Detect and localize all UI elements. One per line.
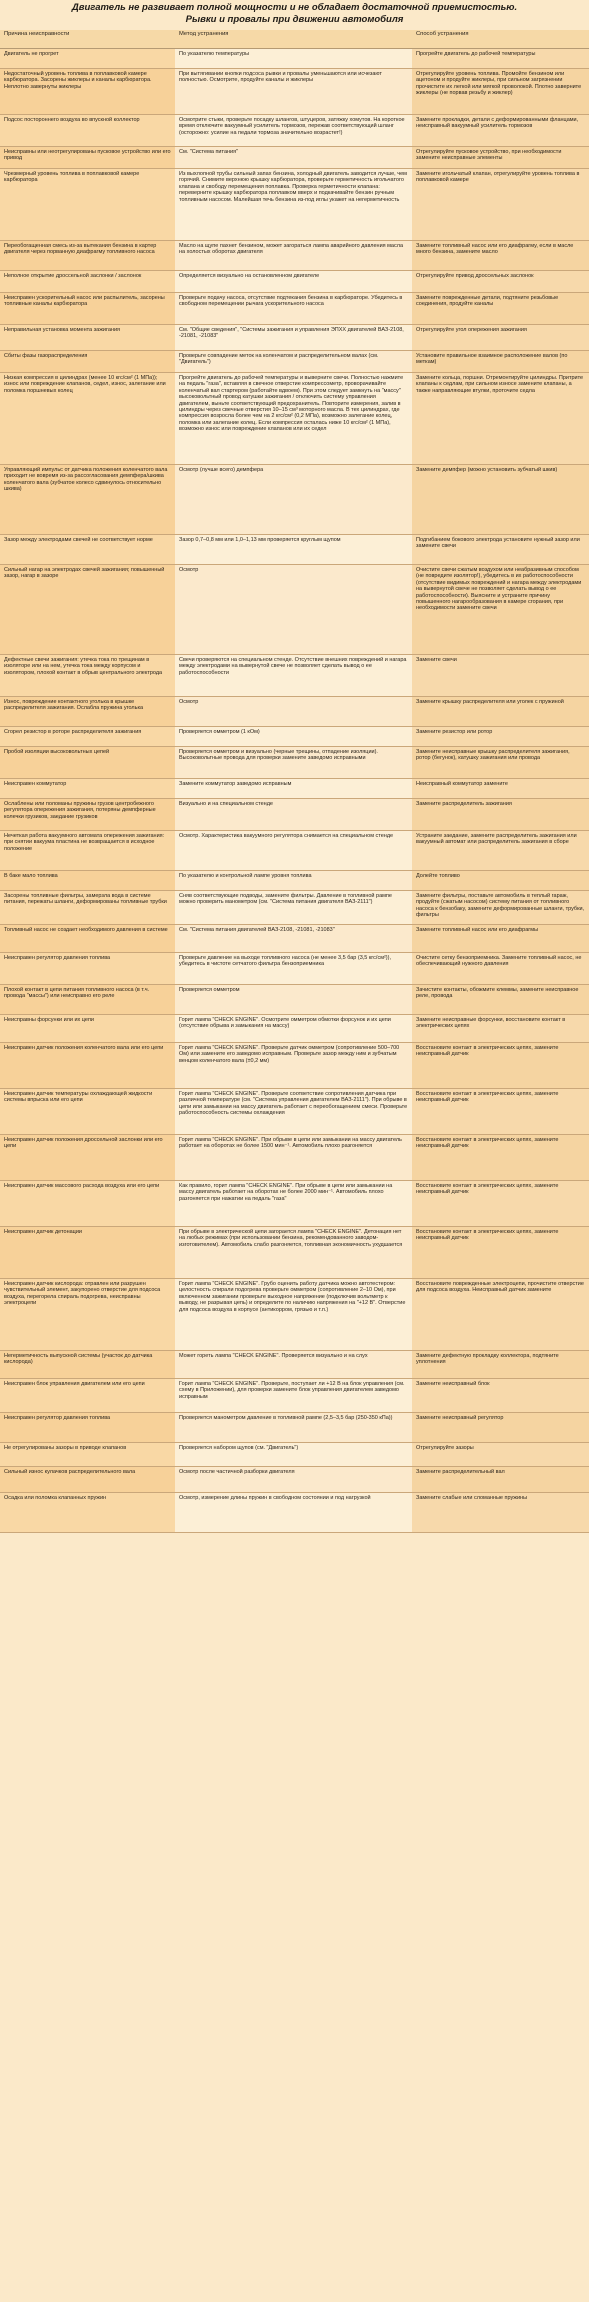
table-body [0, 49, 589, 1533]
method-cell [175, 1493, 412, 1533]
table-row [0, 1135, 589, 1181]
remedy-cell-text: Подгибанием бокового электрода установите нужный зазор или замените свечи [416, 537, 580, 550]
cause-cell [0, 351, 175, 373]
table-row [0, 1467, 589, 1493]
method-cell-text: Из выхлопной трубы сильный запах бензина, холодный двигатель заводится лучше, чем горячий. Снимите верхнюю крышку карбюратора, проверьте герметичность игольчатого клапана и свободу перемещения поплавка. Проверка герметичности клапана: переверните крышку карбюратора поплавком вверх и подкачивайте бензин ручным топливным насосом. Малейшая течь бензина из-под иглы укажет на негерметичность [179, 171, 407, 203]
remedy-cell [412, 1467, 589, 1493]
method-cell [175, 925, 412, 953]
remedy-cell [412, 1135, 589, 1181]
method-cell-text: Горит лампа "CHECK ENGINE". Осмотрите омметром обмотки форсунок и их цепи (отсутствие обрыва и замыкания на массу) [179, 1017, 391, 1030]
method-cell-text: Сняв соответствующие подводы, замените фильтры. Давление в топливной рампе можно проверить манометром (см. "Система питания двигателя ВАЗ-2111") [179, 893, 392, 906]
remedy-cell-text: Восстановите контакт в электрических цепях, замените неисправный датчик [416, 1137, 559, 1150]
method-cell [175, 747, 412, 779]
method-cell [175, 351, 412, 373]
method-cell-text: См. "Система питания двигателей ВАЗ-2108, -21081, -21083" [179, 927, 335, 933]
cause-cell-text: Неисправен датчик положения дроссельной заслонки или его цепи [4, 1137, 163, 1150]
cause-cell-text: Пробой изоляции высоковольтных цепей [4, 749, 110, 755]
table-row [0, 465, 589, 535]
remedy-cell-text: Зачистите контакты, обожмите клеммы, замените неисправное реле, провода [416, 987, 579, 1000]
remedy-cell-text: Очистите свечи сжатым воздухом или неабразивным способом (не повредите изолятор!), убедитесь в их работоспособности (отсутствие видимых повреждений и нагара между электродами на вывернутой свече не позволяет сделать вывод о ее работоспособности). Выясните и устраните причину повышенного нагарообразования в камере сгорания, при необходимости замените свечи [416, 567, 582, 612]
cause-cell-text: Сильный нагар на электродах свечей зажигания; повышенный зазор, нагар в зазоре [4, 567, 165, 580]
method-cell-text: Осмотр [179, 699, 199, 705]
cause-cell-text: Неисправны форсунки или их цепи [4, 1017, 95, 1023]
method-cell-text: Горит лампа "CHECK ENGINE". Проверьте, поступает ли +12 В на блок управления (см. схему в Приложении), для проверки замените блок управления двигателем заведомо исправным [179, 1381, 405, 1400]
remedy-cell [412, 325, 589, 351]
method-cell-text: Осмотр (лучше всего) демпфера [179, 467, 264, 473]
remedy-cell-text: Замените неисправные крышку распределителя зажигания, ротор (бегунок), катушку зажигания или провода [416, 749, 570, 762]
method-cell [175, 799, 412, 831]
remedy-cell-text: Замените дефектную прокладку коллектора, подтяните уплотнения [416, 1353, 559, 1366]
remedy-cell [412, 1089, 589, 1135]
method-cell-text: Проверяется омметром и визуально (черные трещины, отпадение изоляции). Высоковольтные провода для проверки замените заведомо исправными [179, 749, 378, 762]
remedy-cell-text: Отрегулируйте зазоры [416, 1445, 474, 1451]
table-row [0, 1089, 589, 1135]
method-cell-text: Горит лампа "CHECK ENGINE". Проверьте датчик омметром (сопротивление 500–700 Ом) или замените его заведомо исправным. Проверьте зазор между ним и зубчатым венцом коленчатого вала (±0,2 мм) [179, 1045, 400, 1064]
cause-cell [0, 1015, 175, 1043]
table-row [0, 169, 589, 241]
method-cell [175, 1015, 412, 1043]
remedy-cell-text: Неисправный коммутатор замените [416, 781, 508, 787]
cause-cell-text: Дефектные свечи зажигания: утечка тока по трещинам в изоляторе или на нем, утечка тока между корпусом и изолятором, плохой контакт в обрыв центрального электрода [4, 657, 163, 676]
cause-cell-text: В баке мало топлива [4, 873, 58, 879]
remedy-cell-text: Замените резистор или ротор [416, 729, 493, 735]
remedy-cell-text: Замените свечи [416, 657, 457, 663]
remedy-cell [412, 799, 589, 831]
method-cell [175, 1227, 412, 1279]
method-cell-text: Горит лампа "CHECK ENGINE". Грубо оценить работу датчика можно автотестером: целостность спирали подогрева проверьте омметром (сопротивление 2–10 Ом), при включенном зажигании проверьте выходное напряжение (подключив вольтметр к выводу, не разрывая цепь) и определите по наличию напряжения на "+12 В". Отверстие для подсоса воздуха в корпусе (антикорром, грязью и т.п.) [179, 1281, 406, 1313]
table-row [0, 655, 589, 697]
remedy-cell-text: Замените демпфер (можно установить зубчатый шкив) [416, 467, 558, 473]
method-cell-text: Проверьте совпадение меток на коленчатом и распределительном валах (см. "Двигатель") [179, 353, 379, 366]
remedy-cell [412, 871, 589, 891]
column-header-method: Метод устранения [175, 30, 412, 49]
cause-cell-text: Неисправен регулятор давления топлива [4, 955, 111, 961]
page-title-line-2: Рывки и провалы при движении автомобиля [185, 14, 404, 25]
table-row [0, 147, 589, 169]
cause-cell [0, 1279, 175, 1351]
remedy-cell [412, 985, 589, 1015]
cause-cell [0, 727, 175, 747]
method-cell [175, 1279, 412, 1351]
method-cell-text: Горит лампа "CHECK ENGINE". При обрыве в цепи или замыкании на массу двигатель работает на оборотах не более 1500 мин⁻¹. Автомобиль плохо разгоняется [179, 1137, 402, 1150]
remedy-cell [412, 1015, 589, 1043]
table-row [0, 565, 589, 655]
remedy-cell [412, 535, 589, 565]
cause-cell-text: Двигатель не прогрет [4, 51, 59, 57]
method-cell [175, 655, 412, 697]
cause-cell [0, 147, 175, 169]
remedy-cell [412, 1351, 589, 1379]
cause-cell [0, 799, 175, 831]
table-row [0, 241, 589, 271]
remedy-cell [412, 1279, 589, 1351]
remedy-cell [412, 1443, 589, 1467]
cause-cell-text: Неисправен датчик массового расхода воздуха или его цепи [4, 1183, 160, 1189]
table-row [0, 1043, 589, 1089]
method-cell-text: Как правило, горит лампа "CHECK ENGINE". При обрыве в цепи или замыкании на массу двигатель работает на оборотах не более 2000 мин⁻¹. Автомобиль плохо разгоняется при нажатии на педаль "газа" [179, 1183, 393, 1202]
method-cell [175, 953, 412, 985]
cause-cell [0, 271, 175, 293]
table-row [0, 535, 589, 565]
method-cell-text: Проверяется омметром (1 кОм) [179, 729, 260, 735]
remedy-cell [412, 147, 589, 169]
table-row [0, 799, 589, 831]
method-cell [175, 1443, 412, 1467]
remedy-cell [412, 831, 589, 871]
column-header-remedy: Способ устранения [412, 30, 589, 49]
table-row [0, 1015, 589, 1043]
method-cell-text: Проверяется манометром давление в топливной рампе (2,5–3,5 бар (250-350 кПа)) [179, 1415, 393, 1421]
cause-cell [0, 779, 175, 799]
remedy-cell-text: Замените топливный насос или его диафрагмы [416, 927, 539, 933]
remedy-cell [412, 891, 589, 925]
remedy-cell [412, 293, 589, 325]
cause-cell [0, 1135, 175, 1181]
method-cell [175, 169, 412, 241]
remedy-cell [412, 271, 589, 293]
page-title-line-1: Двигатель не развивает полной мощности и не обладает достаточной приемистостью. [71, 2, 518, 13]
cause-cell [0, 1467, 175, 1493]
method-cell [175, 1043, 412, 1089]
remedy-cell-text: Замените слабые или сломанные пружины [416, 1495, 528, 1501]
remedy-cell [412, 1493, 589, 1533]
remedy-cell [412, 1227, 589, 1279]
cause-cell-text: Топливный насос не создает необходимого давления в системе [4, 927, 168, 933]
remedy-cell-text: Замените кольца, поршни. Отремонтируйте цилиндры. Притрите клапаны к седлам, при сильном износе замените клапаны, а также направляющие втулки, проточите седла [416, 375, 584, 394]
table-row [0, 1443, 589, 1467]
remedy-cell [412, 953, 589, 985]
table-row [0, 373, 589, 465]
method-cell [175, 373, 412, 465]
cause-cell-text: Чрезмерный уровень топлива в поплавковой камере карбюратора [4, 171, 140, 184]
method-cell [175, 49, 412, 69]
method-cell-text: См. "Система питания" [179, 149, 239, 155]
cause-cell [0, 535, 175, 565]
table-row [0, 891, 589, 925]
method-cell-text: Зазор 0,7–0,8 мм или 1,0–1,13 мм проверяется круглым щупом [179, 537, 341, 543]
method-cell-text: При обрыве в электрической цепи загорается лампа "CHECK ENGINE". Детонация нет на любых режимах (при использовании бензина, рекомендованного заводом-изготовителем). Автомобиль слабо разгоняется, топливная экономичность ухудшается [179, 1229, 403, 1248]
method-cell-text: По указателю температуры [179, 51, 250, 57]
table-row [0, 1413, 589, 1443]
cause-cell-text: Засорены топливные фильтры, замерзла вода в системе питания, пережаты шланги, деформированы топливные трубки [4, 893, 167, 906]
method-cell [175, 1089, 412, 1135]
method-cell [175, 565, 412, 655]
method-cell [175, 325, 412, 351]
method-cell [175, 1351, 412, 1379]
method-cell-text: См. "Общие сведения", "Системы зажигания и управления ЭПХХ двигателей ВАЗ-2108, -21081, -21083" [179, 327, 404, 340]
cause-cell [0, 1351, 175, 1379]
method-cell-text: При вытягивании кнопки подсоса рывки и провалы уменьшаются или исчезают полностью. Осмотрите, продуйте каналы и жиклеры [179, 71, 382, 84]
method-cell [175, 115, 412, 147]
remedy-cell-text: Установите правильное взаимное расположение валов (по меткам) [416, 353, 568, 366]
table-row [0, 1493, 589, 1533]
remedy-cell [412, 465, 589, 535]
cause-cell [0, 69, 175, 115]
cause-cell-text: Неисправен датчик положения коленчатого вала или его цепи [4, 1045, 164, 1051]
table-row [0, 1181, 589, 1227]
remedy-cell [412, 655, 589, 697]
remedy-cell-text: Замените фильтры, поставьте автомобиль в теплый гараж, продуйте (сжатым насосом) систему питания от топливного насоса к бензобаку, замените деформированные шланги, трубки, фильтры [416, 893, 585, 919]
cause-cell [0, 953, 175, 985]
cause-cell [0, 565, 175, 655]
remedy-cell [412, 1043, 589, 1089]
method-cell [175, 147, 412, 169]
cause-cell-text: Не отрегулированы зазоры в приводе клапанов [4, 1445, 127, 1451]
cause-cell-text: Ослаблены или поломаны пружины грузов центробежного регулятора опережения зажигания, потеряны демпферные колечки грузиков, заедание грузиков [4, 801, 156, 820]
cause-cell [0, 831, 175, 871]
cause-cell [0, 325, 175, 351]
method-cell [175, 465, 412, 535]
remedy-cell [412, 697, 589, 727]
cause-cell [0, 373, 175, 465]
method-cell-text: Определяется визуально на остановленном двигателе [179, 273, 320, 279]
remedy-cell-text: Замените неисправный регулятор [416, 1415, 504, 1421]
method-cell-text: Проверяется омметром [179, 987, 240, 993]
table-row [0, 779, 589, 799]
method-cell-text: Проверьте давление на выходе топливного насоса (не менее 3,5 бар (3,5 кгс/см²)), убедитесь в чистоте сетчатого фильтра бензоприемника [179, 955, 391, 968]
cause-cell-text: Сгорел резистор в роторе распределителя зажигания [4, 729, 142, 735]
method-cell-text: Проверяется набором щупов (см. "Двигатель") [179, 1445, 299, 1451]
cause-cell [0, 925, 175, 953]
method-cell [175, 271, 412, 293]
cause-cell-text: Переобогащенная смесь из-за вытекания бензина в картер двигателя через порванную диафрагму топливного насоса [4, 243, 157, 256]
method-cell-text: Масло на щупе пахнет бензином, может загораться лампа аварийного давления масла на холостых оборотах двигателя [179, 243, 404, 256]
cause-cell [0, 169, 175, 241]
cause-cell-text: Неправильная установка момента зажигания [4, 327, 121, 333]
remedy-cell [412, 747, 589, 779]
table-row [0, 1379, 589, 1413]
remedy-cell-text: Замените прокладки, детали с деформированными фланцами, неисправный вакуумный усилитель тормозов [416, 117, 579, 130]
remedy-cell-text: Очистите сетку бензоприемника. Замените топливный насос, не обеспечивающий нужного давления [416, 955, 582, 968]
method-cell-text: Горит лампа "CHECK ENGINE". Проверьте соответствие сопротивления датчика при различной температуре (см. "Система управления двигателем ВАЗ-2111"). При обрыве в цепи или замыкании на массу двигатель работает с переобогащением смеси. Проверьте работоспособность системы охлаждения [179, 1091, 408, 1117]
cause-cell-text: Нечеткая работа вакуумного автомата опережения зажигания: при снятии вакуума пластина не возвращается в исходное положение [4, 833, 165, 852]
table-row [0, 325, 589, 351]
cause-cell [0, 747, 175, 779]
cause-cell [0, 655, 175, 697]
table-row [0, 953, 589, 985]
table-row [0, 985, 589, 1015]
remedy-cell-text: Отрегулируйте уровень топлива. Промойте бензином или ацетоном и продуйте жиклеры, при сильном загрязнении прочистите их легкой или мягкой проволокой. Плотно заверните жиклеры (не порвав резьбу и жиклер) [416, 71, 582, 97]
remedy-cell [412, 169, 589, 241]
table-row [0, 293, 589, 325]
table-row [0, 747, 589, 779]
page-title [0, 0, 589, 30]
method-cell-text: Осмотр, измерение длины пружин в свободном состоянии и под нагрузкой [179, 1495, 371, 1501]
method-cell [175, 1135, 412, 1181]
table-row [0, 1227, 589, 1279]
remedy-cell-text: Замените неисправные форсунки, восстановите контакт в электрических цепях [416, 1017, 566, 1030]
cause-cell-text: Неисправен блок управления двигателем или его цепи [4, 1381, 145, 1387]
remedy-cell [412, 1379, 589, 1413]
cause-cell [0, 891, 175, 925]
method-cell-text: Осмотр после частичной разборки двигателя [179, 1469, 295, 1475]
table-row [0, 1351, 589, 1379]
remedy-cell-text: Восстановите поврежденные электроцепи, прочистите отверстие для подсоса воздуха. Неисправный датчик замените [416, 1281, 584, 1294]
cause-cell [0, 1413, 175, 1443]
cause-cell [0, 1181, 175, 1227]
remedy-cell-text: Отрегулируйте пусковое устройство, при необходимости замените неисправные элементы [416, 149, 562, 162]
cause-cell-text: Подсос постороннего воздуха во впускной коллектор [4, 117, 140, 123]
remedy-cell-text: Долейте топливо [416, 873, 460, 879]
method-cell-text: Свечи проверяются на специальном стенде. Отсутствие внешних повреждений и нагара между электродами на вывернутой свече не позволяет сделать вывод о ее работоспособности [179, 657, 407, 676]
cause-cell [0, 241, 175, 271]
remedy-cell-text: Замените крышку распределителя или уголек с пружиной [416, 699, 564, 705]
method-cell [175, 1467, 412, 1493]
remedy-cell-text: Замените неисправный блок [416, 1381, 490, 1387]
remedy-cell-text: Устраните заедание, замените распределитель зажигания или вакуумный автомат или распределитель зажигания в сборе [416, 833, 577, 846]
method-cell [175, 241, 412, 271]
cause-cell-text: Негерметичность выпускной системы (участок до датчика кислорода) [4, 1353, 153, 1366]
cause-cell [0, 985, 175, 1015]
cause-cell-text: Неисправны или неотрегулированы пусковое устройство или его привод [4, 149, 171, 162]
cause-cell [0, 115, 175, 147]
cause-cell-text: Плохой контакт в цепи питания топливного насоса (в т.ч. провода "массы") или неисправно его реле [4, 987, 150, 1000]
table-row [0, 727, 589, 747]
method-cell [175, 69, 412, 115]
cause-cell-text: Неполное открытие дроссельной заслонки / заслонок [4, 273, 142, 279]
table-header-row [0, 30, 589, 49]
cause-cell-text: Сбиты фазы газораспределения [4, 353, 88, 359]
remedy-cell-text: Восстановите контакт в электрических цепях, замените неисправный датчик [416, 1091, 559, 1104]
cause-cell-text: Износ, повреждение контактного уголька в крышке распределителя зажигания. Ослабла пружина уголька [4, 699, 144, 712]
cause-cell [0, 49, 175, 69]
table-row [0, 831, 589, 871]
method-cell-text: Прогрейте двигатель до рабочей температуры и выверните свечи. Полностью нажмите на педаль "газа", вставляя в свечное отверстие компрессометр, проворачивайте коленчатый вал стартером (работайте вдвоем). При этом следует замкнуть на "массу" высоковольтный провод катушки зажигания / отключить систему управления двигателем, выньте соответствующий предохранитель. Повторите измерения, залив в цилиндры через свечные отверстия 10–15 см³ моторного масла. В тех цилиндрах, где компрессия возросла более чем на 2 кгс/см² (0,2 МПа), возможно залегание колец, поломка или залегание колец. Если компрессия осталась ниже 10 кгс/см² (1 МПа), возможно износ или повреждение клапанов или их седел [179, 375, 404, 433]
cause-cell-text: Неисправен ускорительный насос или распылитель, засорены топливные каналы карбюратора [4, 295, 165, 308]
cause-cell [0, 1443, 175, 1467]
remedy-cell-text: Отрегулируйте привод дроссельных заслонок [416, 273, 534, 279]
cause-cell-text: Управляющий импульс от датчика положения коленчатого вала приходит не вовремя из-за рассогласования демпфера/шкива коленчатого вала (зубчатое колесо сдвинулось относительно шкива) [4, 467, 168, 493]
table-row [0, 115, 589, 147]
remedy-cell [412, 1181, 589, 1227]
cause-cell [0, 1043, 175, 1089]
method-cell [175, 293, 412, 325]
table-row [0, 49, 589, 69]
remedy-cell-text: Замените поврежденные детали, подтяните резьбовые соединения, продуйте каналы [416, 295, 559, 308]
malfunction-table [0, 30, 589, 1533]
cause-cell [0, 1227, 175, 1279]
remedy-cell-text: Восстановите контакт в электрических цепях, замените неисправный датчик [416, 1183, 559, 1196]
method-cell-text: Может гореть лампа "CHECK ENGINE". Проверяется визуально и на слух [179, 1353, 368, 1359]
cause-cell [0, 1379, 175, 1413]
cause-cell-text: Зазор между электродами свечей не соответствует норме [4, 537, 153, 543]
method-cell-text: По указателю и контрольной лампе уровня топлива [179, 873, 312, 879]
remedy-cell-text: Прогрейте двигатель до рабочей температуры [416, 51, 536, 57]
method-cell-text: Осмотр. Характеристика вакуумного регулятора снимается на специальном стенде [179, 833, 394, 839]
cause-cell [0, 697, 175, 727]
table-row [0, 69, 589, 115]
cause-cell-text: Неисправен датчик кислорода: отравлен или разрушен чувствительный элемент, закупорено отверстие для подсоса воздуха, перегорела спираль подогрева, неисправны электроцепи [4, 1281, 161, 1307]
method-cell-text: Осмотрите стыки, проверьте посадку шлангов, штуцеров, затяжку хомутов. На короткое время отключите вакуумный усилитель тормозов, пережав соответствующий шланг (осторожно: усилие на педали тормоза значительно возрастет!) [179, 117, 405, 136]
table-row [0, 271, 589, 293]
cause-cell [0, 1089, 175, 1135]
cause-cell [0, 465, 175, 535]
cause-cell-text: Неисправен датчик детонации [4, 1229, 82, 1235]
method-cell [175, 1413, 412, 1443]
remedy-cell-text: Замените распределительный вал [416, 1469, 505, 1475]
remedy-cell [412, 115, 589, 147]
method-cell [175, 831, 412, 871]
remedy-cell [412, 373, 589, 465]
method-cell-text: Проверьте подачу насоса, отсутствие подтекания бензина в карбюраторе. Убедитесь в свободном перемещении рычага ускорительного насоса [179, 295, 403, 308]
remedy-cell-text: Восстановите контакт в электрических цепях, замените неисправный датчик [416, 1229, 559, 1242]
remedy-cell [412, 925, 589, 953]
remedy-cell-text: Замените топливный насос или его диафрагму, если в масле много бензина, замените масло [416, 243, 574, 256]
cause-cell [0, 293, 175, 325]
method-cell-text: Осмотр [179, 567, 199, 573]
cause-cell-text: Неисправен регулятор давления топлива [4, 1415, 111, 1421]
method-cell [175, 727, 412, 747]
remedy-cell [412, 69, 589, 115]
method-cell [175, 891, 412, 925]
table-row [0, 925, 589, 953]
cause-cell-text: Низкая компрессия в цилиндрах (менее 10 кгс/см² (1 МПа)); износ или повреждение клапанов, седел, износ, залегание или поломка поршневых колец [4, 375, 166, 394]
remedy-cell [412, 1413, 589, 1443]
method-cell [175, 697, 412, 727]
method-cell-text: Замените коммутатор заведомо исправным [179, 781, 292, 787]
remedy-cell-text: Замените игольчатый клапан, отрегулируйте уровень топлива в поплавковой камере [416, 171, 580, 184]
remedy-cell [412, 565, 589, 655]
remedy-cell [412, 727, 589, 747]
column-header-cause: Причина неисправности [0, 30, 175, 49]
method-cell [175, 985, 412, 1015]
cause-cell [0, 871, 175, 891]
remedy-cell [412, 241, 589, 271]
table-row [0, 351, 589, 373]
remedy-cell-text: Замените распределитель зажигания [416, 801, 512, 807]
remedy-cell-text: Отрегулируйте угол опережения зажигания [416, 327, 527, 333]
method-cell [175, 535, 412, 565]
cause-cell [0, 1493, 175, 1533]
cause-cell-text: Неисправен датчик температуры охлаждающей жидкости системы впрыска или его цепи [4, 1091, 153, 1104]
method-cell [175, 1379, 412, 1413]
method-cell [175, 871, 412, 891]
remedy-cell [412, 351, 589, 373]
cause-cell-text: Недостаточный уровень топлива в поплавковой камере карбюратора. Засорены жиклеры и каналы карбюратора. Неплотно завернуты жиклеры [4, 71, 152, 90]
cause-cell-text: Осадка или поломка клапанных пружин [4, 1495, 107, 1501]
method-cell [175, 1181, 412, 1227]
cause-cell-text: Сильный износ кулачков распределительного вала [4, 1469, 136, 1475]
table-row [0, 697, 589, 727]
remedy-cell [412, 49, 589, 69]
method-cell [175, 779, 412, 799]
remedy-cell-text: Восстановите контакт в электрических цепях, замените неисправный датчик [416, 1045, 559, 1058]
table-row [0, 1279, 589, 1351]
table-row [0, 871, 589, 891]
cause-cell-text: Неисправен коммутатор [4, 781, 67, 787]
remedy-cell [412, 779, 589, 799]
method-cell-text: Визуально и на специальном стенде [179, 801, 273, 807]
